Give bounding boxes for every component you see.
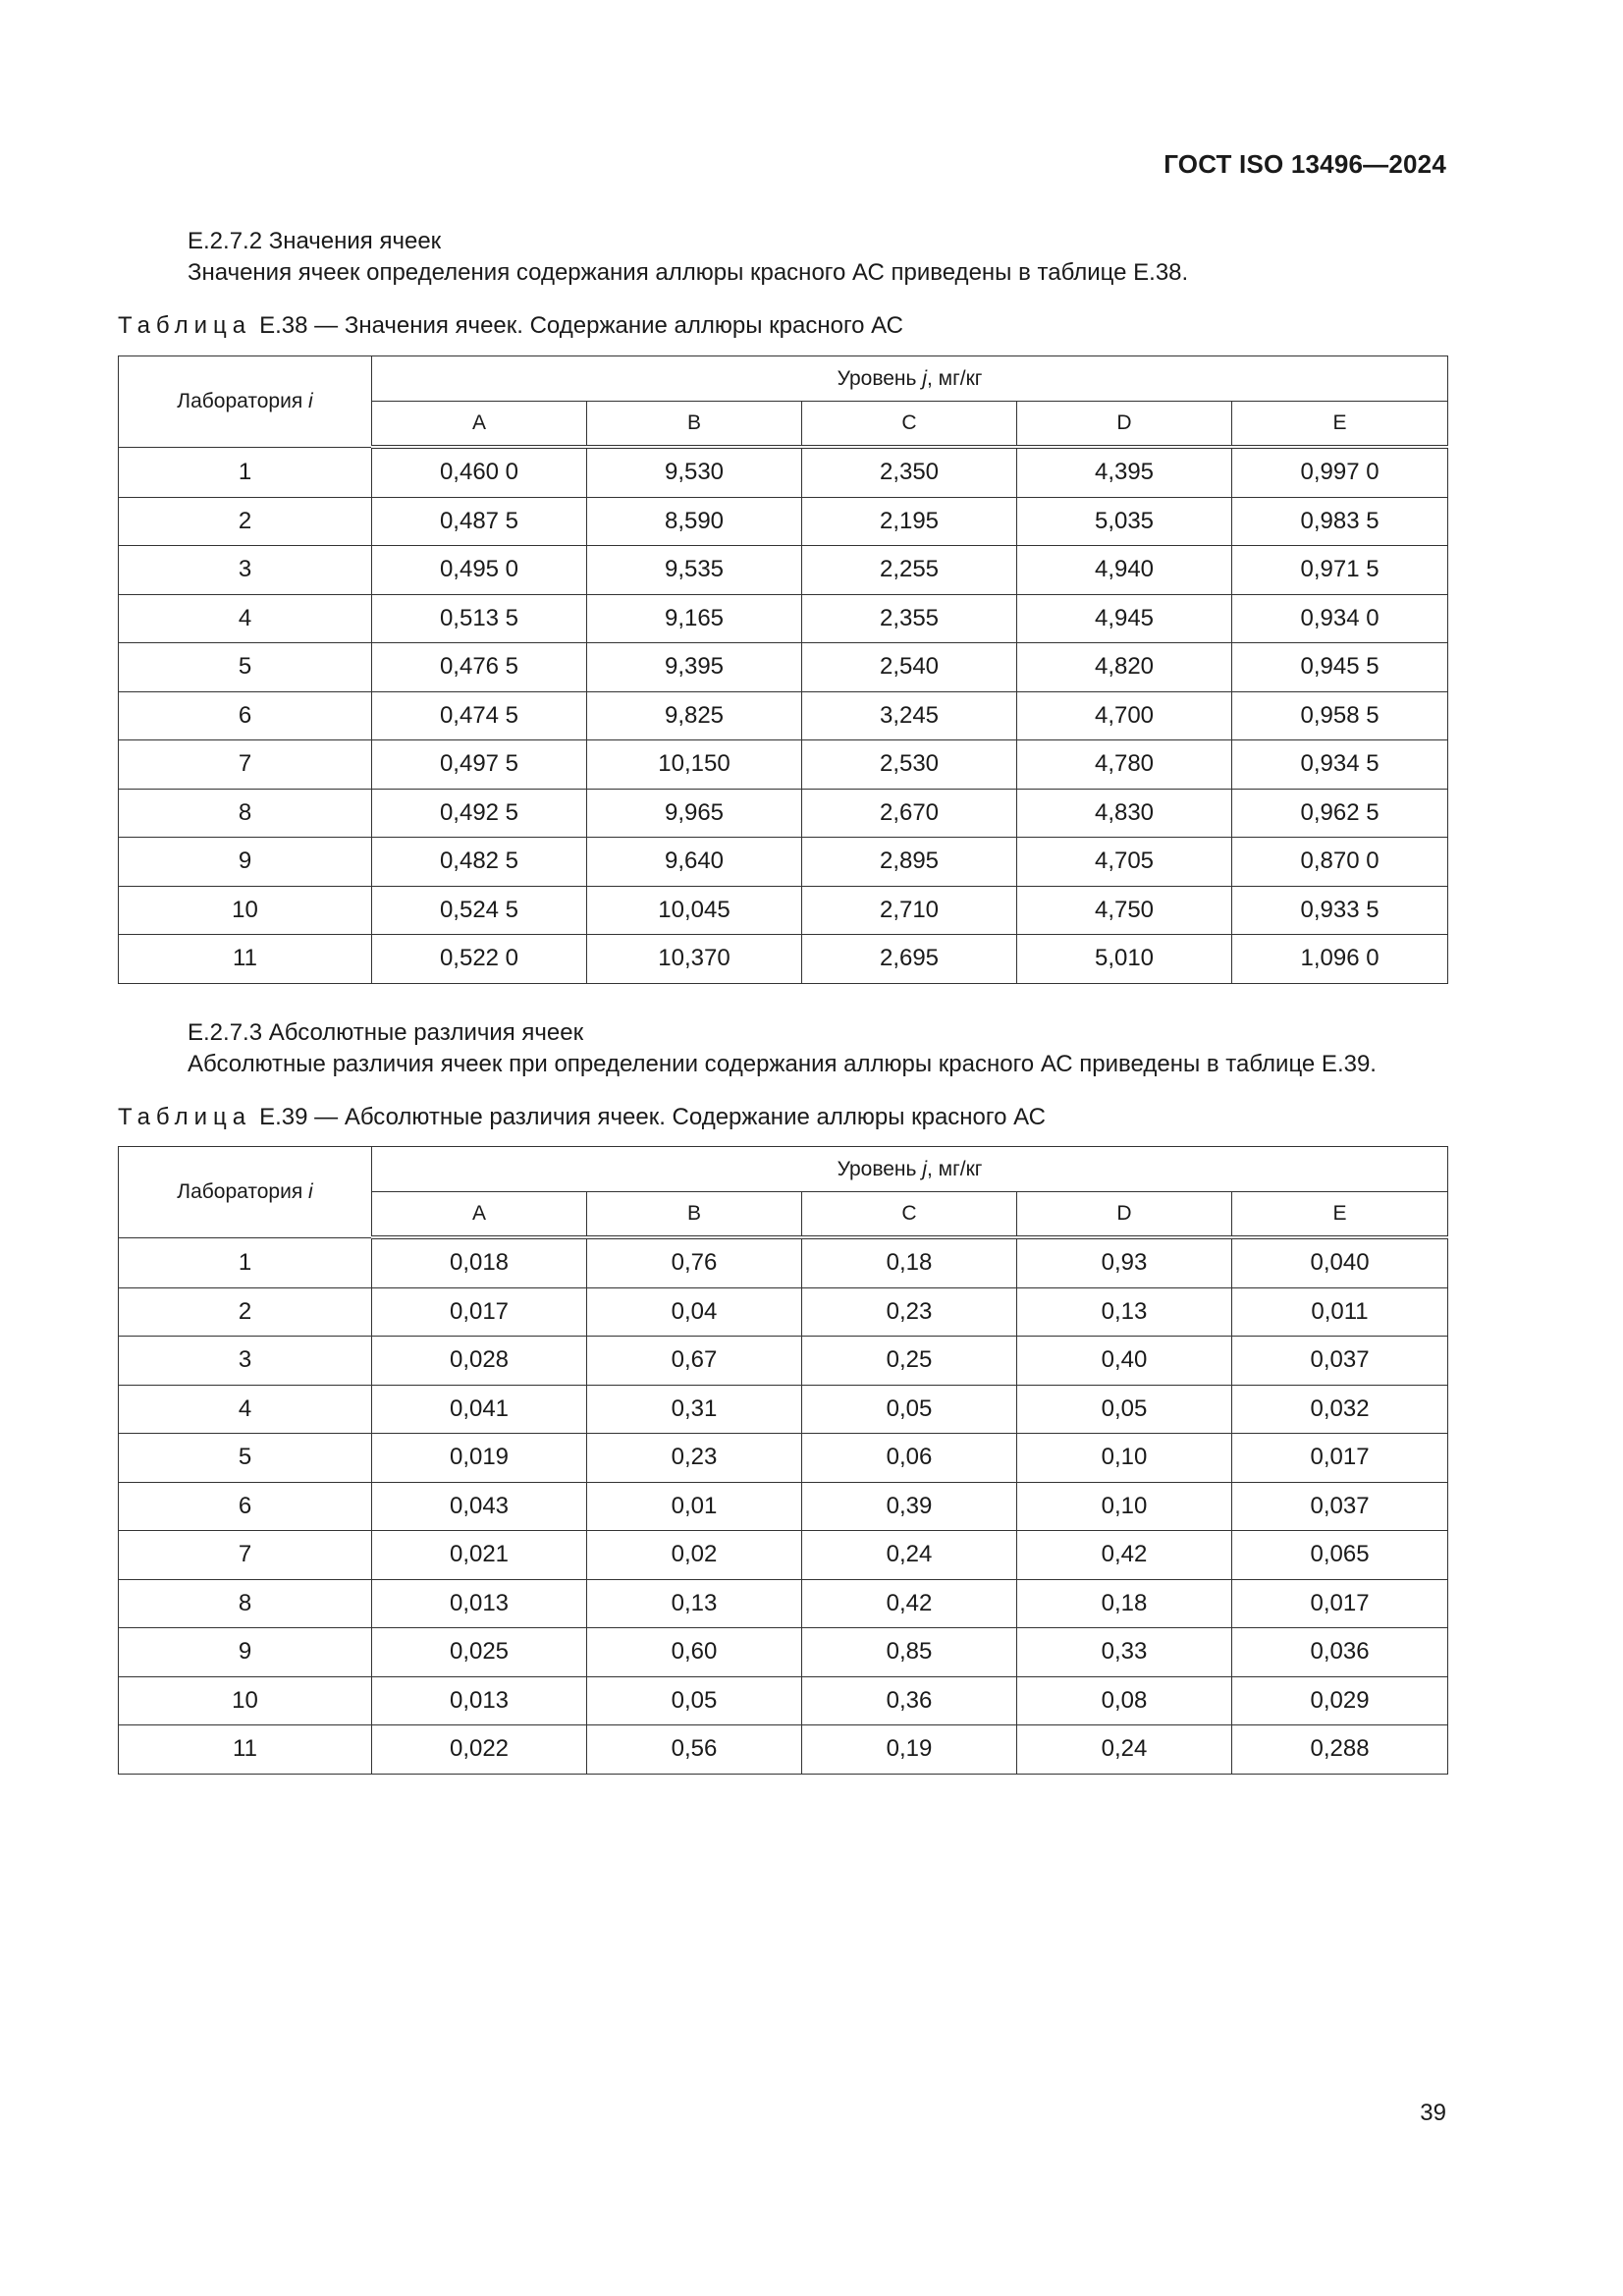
lab-number-cell: 1 xyxy=(119,447,372,497)
value-cell: 0,945 5 xyxy=(1232,643,1448,692)
table-e38-caption-text: E.38 — Значения ячеек. Содержание аллюры красного АС xyxy=(259,312,903,339)
value-cell: 9,165 xyxy=(587,594,802,643)
lab-header-label: Лаборатория xyxy=(177,389,303,412)
table-row xyxy=(119,740,1448,790)
lab-number-cell: 8 xyxy=(119,789,372,838)
lab-number-cell: 2 xyxy=(119,1287,372,1337)
value-cell: 0,997 0 xyxy=(1232,447,1448,497)
value-cell: 0,460 0 xyxy=(372,447,587,497)
column-header: A xyxy=(372,402,587,448)
value-cell: 0,56 xyxy=(587,1725,802,1775)
value-cell: 0,037 xyxy=(1232,1482,1448,1531)
level-header-label: Уровень xyxy=(837,1157,917,1180)
value-cell: 0,524 5 xyxy=(372,886,587,935)
value-cell: 2,670 xyxy=(802,789,1017,838)
value-cell: 0,043 xyxy=(372,1482,587,1531)
value-cell: 0,23 xyxy=(587,1434,802,1483)
value-cell: 2,255 xyxy=(802,546,1017,595)
value-cell: 0,028 xyxy=(372,1337,587,1386)
lab-number-cell: 9 xyxy=(119,1628,372,1677)
value-cell: 4,750 xyxy=(1017,886,1232,935)
value-cell: 0,10 xyxy=(1017,1434,1232,1483)
value-cell: 0,474 5 xyxy=(372,691,587,740)
table-row xyxy=(119,1531,1448,1580)
lab-number-cell: 8 xyxy=(119,1579,372,1628)
value-cell: 0,02 xyxy=(587,1531,802,1580)
value-cell: 0,36 xyxy=(802,1676,1017,1725)
value-cell: 2,350 xyxy=(802,447,1017,497)
lab-number-cell: 2 xyxy=(119,497,372,546)
value-cell: 0,022 xyxy=(372,1725,587,1775)
column-header: D xyxy=(1017,402,1232,448)
value-cell: 9,395 xyxy=(587,643,802,692)
table-e38-body xyxy=(119,447,1448,983)
lab-number-cell: 3 xyxy=(119,546,372,595)
page-number: 39 xyxy=(1420,2100,1446,2126)
value-cell: 0,522 0 xyxy=(372,935,587,984)
table-row xyxy=(119,1287,1448,1337)
lab-number-cell: 4 xyxy=(119,594,372,643)
value-cell: 0,933 5 xyxy=(1232,886,1448,935)
level-header-var: j xyxy=(922,366,927,390)
value-cell: 0,934 5 xyxy=(1232,740,1448,790)
table-e39-caption-word: Таблица xyxy=(118,1104,252,1130)
table-row xyxy=(119,497,1448,546)
value-cell: 0,40 xyxy=(1017,1337,1232,1386)
value-cell: 0,934 0 xyxy=(1232,594,1448,643)
value-cell: 0,05 xyxy=(587,1676,802,1725)
table-row xyxy=(119,838,1448,887)
table-e39-body xyxy=(119,1237,1448,1774)
value-cell: 2,695 xyxy=(802,935,1017,984)
value-cell: 0,040 xyxy=(1232,1237,1448,1287)
lab-number-cell: 10 xyxy=(119,1676,372,1725)
lab-number-cell: 3 xyxy=(119,1337,372,1386)
level-header-unit: , мг/кг xyxy=(927,1157,983,1180)
value-cell: 0,870 0 xyxy=(1232,838,1448,887)
value-cell: 10,150 xyxy=(587,740,802,790)
value-cell: 0,05 xyxy=(1017,1385,1232,1434)
value-cell: 0,013 xyxy=(372,1579,587,1628)
value-cell: 0,065 xyxy=(1232,1531,1448,1580)
value-cell: 0,25 xyxy=(802,1337,1017,1386)
value-cell: 0,011 xyxy=(1232,1287,1448,1337)
value-cell: 2,710 xyxy=(802,886,1017,935)
value-cell: 0,93 xyxy=(1017,1237,1232,1287)
lab-header xyxy=(119,356,372,448)
table-row xyxy=(119,1482,1448,1531)
value-cell: 0,67 xyxy=(587,1337,802,1386)
section-e272-text: Значения ячеек определения содержания аллюры красного АС приведены в таблице E.38. xyxy=(188,259,1189,286)
value-cell: 0,983 5 xyxy=(1232,497,1448,546)
value-cell: 0,017 xyxy=(372,1287,587,1337)
value-cell: 0,01 xyxy=(587,1482,802,1531)
value-cell: 4,820 xyxy=(1017,643,1232,692)
value-cell: 9,530 xyxy=(587,447,802,497)
lab-header-var: i xyxy=(308,1179,313,1203)
table-row xyxy=(119,1628,1448,1677)
value-cell: 0,958 5 xyxy=(1232,691,1448,740)
value-cell: 2,895 xyxy=(802,838,1017,887)
value-cell: 4,945 xyxy=(1017,594,1232,643)
value-cell: 2,540 xyxy=(802,643,1017,692)
value-cell: 0,962 5 xyxy=(1232,789,1448,838)
column-header: D xyxy=(1017,1192,1232,1238)
lab-number-cell: 1 xyxy=(119,1237,372,1287)
column-header: E xyxy=(1232,1192,1448,1238)
table-row xyxy=(119,935,1448,984)
level-header xyxy=(372,356,1448,402)
value-cell: 0,495 0 xyxy=(372,546,587,595)
value-cell: 0,24 xyxy=(1017,1725,1232,1775)
lab-number-cell: 10 xyxy=(119,886,372,935)
value-cell: 9,825 xyxy=(587,691,802,740)
lab-number-cell: 5 xyxy=(119,1434,372,1483)
table-row xyxy=(119,1725,1448,1775)
table-row xyxy=(119,1237,1448,1287)
column-header: E xyxy=(1232,402,1448,448)
section-e272-heading: E.2.7.2 Значения ячеек xyxy=(188,228,442,254)
lab-number-cell: 5 xyxy=(119,643,372,692)
lab-header xyxy=(119,1147,372,1238)
value-cell: 0,39 xyxy=(802,1482,1017,1531)
value-cell: 0,482 5 xyxy=(372,838,587,887)
value-cell: 0,032 xyxy=(1232,1385,1448,1434)
value-cell: 3,245 xyxy=(802,691,1017,740)
section-e272 xyxy=(188,226,1188,289)
column-header: C xyxy=(802,1192,1017,1238)
level-header xyxy=(372,1147,1448,1192)
value-cell: 0,85 xyxy=(802,1628,1017,1677)
table-e39-caption-text: E.39 — Абсолютные различия ячеек. Содержание аллюры красного АС xyxy=(259,1104,1046,1130)
table-row xyxy=(119,789,1448,838)
value-cell: 0,18 xyxy=(802,1237,1017,1287)
value-cell: 0,19 xyxy=(802,1725,1017,1775)
value-cell: 0,025 xyxy=(372,1628,587,1677)
column-header: B xyxy=(587,1192,802,1238)
lab-number-cell: 6 xyxy=(119,691,372,740)
value-cell: 4,395 xyxy=(1017,447,1232,497)
value-cell: 9,535 xyxy=(587,546,802,595)
value-cell: 0,60 xyxy=(587,1628,802,1677)
table-row xyxy=(119,691,1448,740)
value-cell: 4,780 xyxy=(1017,740,1232,790)
level-header-label: Уровень xyxy=(837,366,917,390)
table-row xyxy=(119,1676,1448,1725)
value-cell: 0,021 xyxy=(372,1531,587,1580)
value-cell: 5,010 xyxy=(1017,935,1232,984)
value-cell: 1,096 0 xyxy=(1232,935,1448,984)
value-cell: 0,04 xyxy=(587,1287,802,1337)
level-header-unit: , мг/кг xyxy=(927,366,983,390)
section-e273 xyxy=(188,1017,1377,1080)
table-row xyxy=(119,546,1448,595)
value-cell: 9,640 xyxy=(587,838,802,887)
value-cell: 0,18 xyxy=(1017,1579,1232,1628)
value-cell: 0,42 xyxy=(802,1579,1017,1628)
table-row xyxy=(119,886,1448,935)
value-cell: 0,10 xyxy=(1017,1482,1232,1531)
value-cell: 0,513 5 xyxy=(372,594,587,643)
value-cell: 4,700 xyxy=(1017,691,1232,740)
column-header: C xyxy=(802,402,1017,448)
table-e38-caption-word: Таблица xyxy=(118,312,252,339)
value-cell: 0,492 5 xyxy=(372,789,587,838)
value-cell: 0,036 xyxy=(1232,1628,1448,1677)
value-cell: 4,705 xyxy=(1017,838,1232,887)
value-cell: 5,035 xyxy=(1017,497,1232,546)
value-cell: 0,018 xyxy=(372,1237,587,1287)
column-header: B xyxy=(587,402,802,448)
lab-number-cell: 6 xyxy=(119,1482,372,1531)
lab-number-cell: 11 xyxy=(119,935,372,984)
value-cell: 10,045 xyxy=(587,886,802,935)
value-cell: 0,013 xyxy=(372,1676,587,1725)
table-e39 xyxy=(118,1146,1448,1775)
table-row xyxy=(119,1385,1448,1434)
table-row xyxy=(119,1579,1448,1628)
section-e273-text: Абсолютные различия ячеек при определении содержания аллюры красного АС приведены в таблице E.39. xyxy=(188,1051,1377,1077)
value-cell: 4,830 xyxy=(1017,789,1232,838)
value-cell: 0,971 5 xyxy=(1232,546,1448,595)
lab-number-cell: 11 xyxy=(119,1725,372,1775)
table-row xyxy=(119,447,1448,497)
value-cell: 0,017 xyxy=(1232,1434,1448,1483)
value-cell: 0,08 xyxy=(1017,1676,1232,1725)
lab-header-label: Лаборатория xyxy=(177,1179,303,1203)
document-code: ГОСТ ISO 13496—2024 xyxy=(1163,149,1446,179)
value-cell: 0,288 xyxy=(1232,1725,1448,1775)
value-cell: 0,24 xyxy=(802,1531,1017,1580)
value-cell: 0,13 xyxy=(587,1579,802,1628)
value-cell: 0,13 xyxy=(1017,1287,1232,1337)
value-cell: 0,041 xyxy=(372,1385,587,1434)
table-row xyxy=(119,594,1448,643)
column-header: A xyxy=(372,1192,587,1238)
value-cell: 0,037 xyxy=(1232,1337,1448,1386)
table-row xyxy=(119,1434,1448,1483)
value-cell: 10,370 xyxy=(587,935,802,984)
value-cell: 9,965 xyxy=(587,789,802,838)
table-e38-caption xyxy=(118,312,903,340)
value-cell: 0,06 xyxy=(802,1434,1017,1483)
value-cell: 4,940 xyxy=(1017,546,1232,595)
value-cell: 0,33 xyxy=(1017,1628,1232,1677)
value-cell: 2,195 xyxy=(802,497,1017,546)
level-header-var: j xyxy=(922,1157,927,1180)
value-cell: 0,476 5 xyxy=(372,643,587,692)
section-e273-heading: E.2.7.3 Абсолютные различия ячеек xyxy=(188,1019,584,1046)
lab-number-cell: 4 xyxy=(119,1385,372,1434)
value-cell: 0,019 xyxy=(372,1434,587,1483)
table-row xyxy=(119,643,1448,692)
lab-number-cell: 7 xyxy=(119,740,372,790)
value-cell: 0,487 5 xyxy=(372,497,587,546)
value-cell: 0,31 xyxy=(587,1385,802,1434)
table-row xyxy=(119,1337,1448,1386)
value-cell: 0,497 5 xyxy=(372,740,587,790)
value-cell: 0,017 xyxy=(1232,1579,1448,1628)
value-cell: 8,590 xyxy=(587,497,802,546)
value-cell: 0,029 xyxy=(1232,1676,1448,1725)
value-cell: 0,05 xyxy=(802,1385,1017,1434)
lab-header-var: i xyxy=(308,389,313,412)
value-cell: 0,42 xyxy=(1017,1531,1232,1580)
value-cell: 0,23 xyxy=(802,1287,1017,1337)
lab-number-cell: 9 xyxy=(119,838,372,887)
table-e39-caption xyxy=(118,1104,1046,1131)
lab-number-cell: 7 xyxy=(119,1531,372,1580)
value-cell: 2,355 xyxy=(802,594,1017,643)
value-cell: 0,76 xyxy=(587,1237,802,1287)
value-cell: 2,530 xyxy=(802,740,1017,790)
table-e38 xyxy=(118,355,1448,984)
